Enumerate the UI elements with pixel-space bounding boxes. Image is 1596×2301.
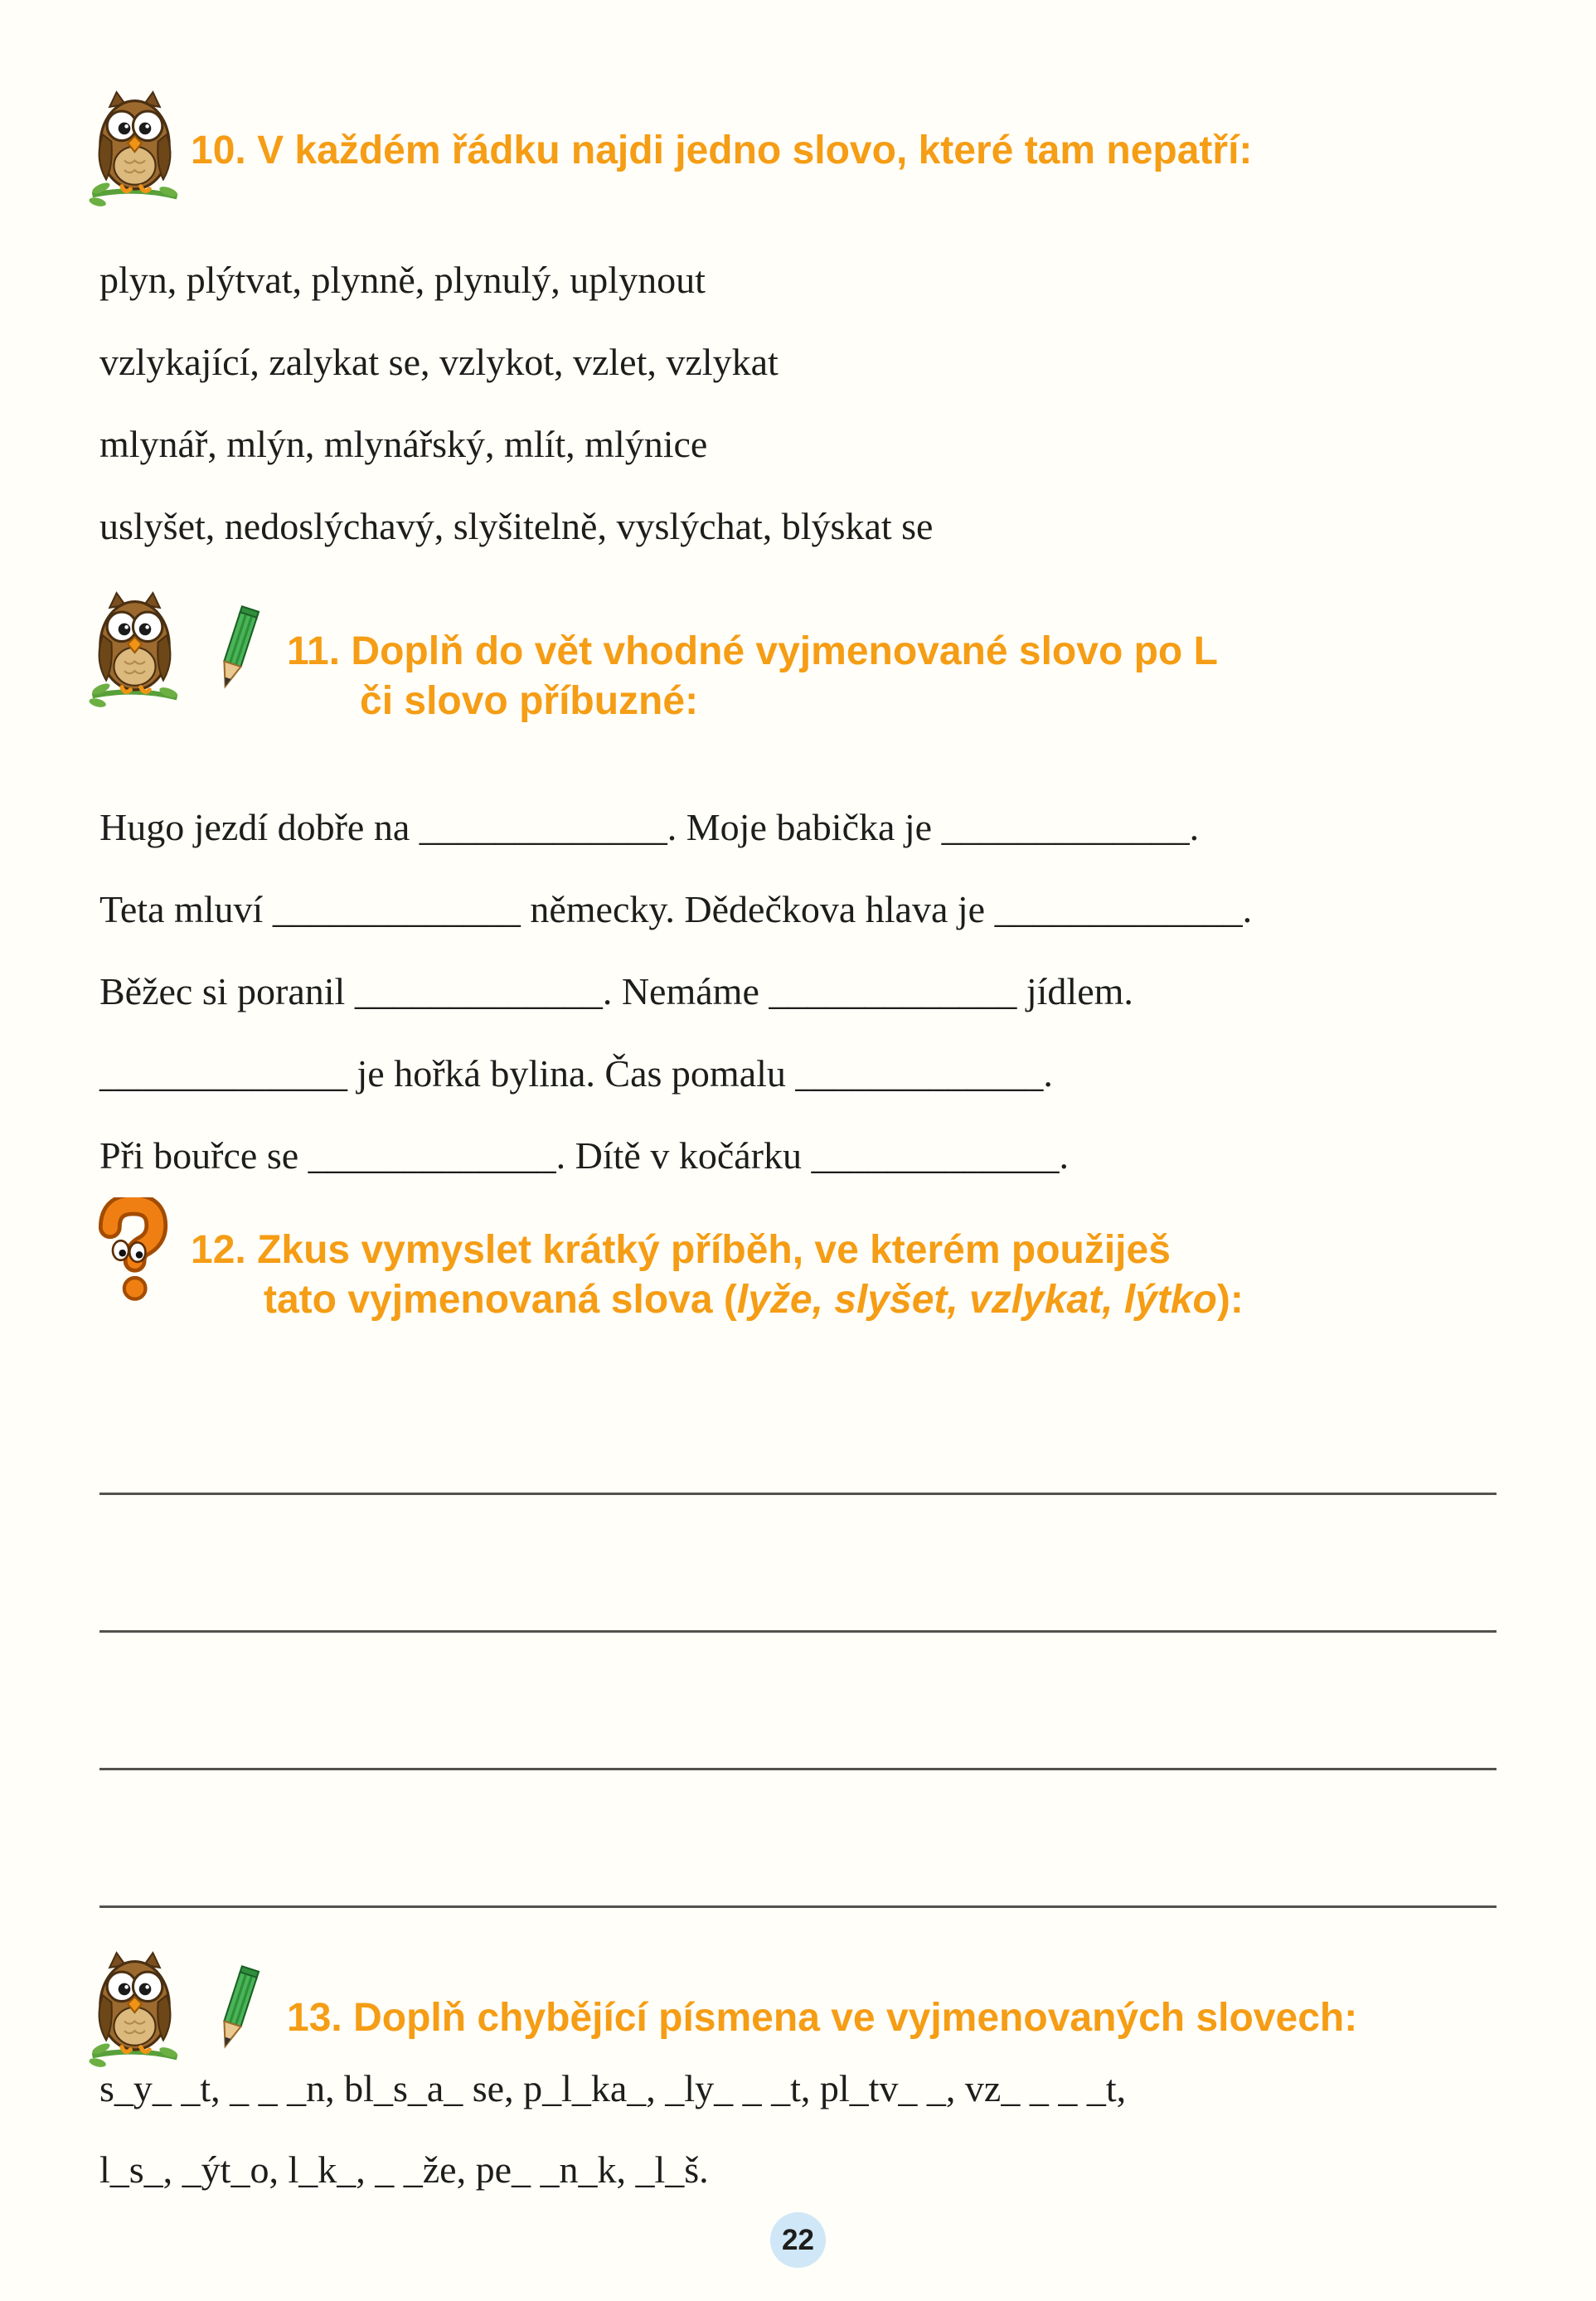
exercise10-word-rows — [99, 239, 1513, 567]
exercise11-heading — [287, 627, 1218, 726]
exercise12-title-line2-prefix: tato vyjmenovaná slova ( — [264, 1278, 737, 1322]
exercise12-heading — [191, 1226, 1244, 1325]
exercise12-number: 12. — [191, 1228, 246, 1272]
writing-line — [99, 1630, 1497, 1633]
writing-line — [99, 1768, 1497, 1770]
page-number: 22 — [782, 2223, 814, 2256]
exercise11-number: 11. — [287, 629, 341, 673]
pencil-icon — [206, 602, 270, 698]
exercise10-number: 10. — [191, 129, 246, 172]
fill-in-row: s_y_ _t, _ _ _n, bl_s_a_ se, p_l_ka_, _ly_ _ _t, pl_tv_ _, vz_ _ _ _t, — [99, 2067, 1127, 2109]
sentence-line: _____________ je hořká bylina. Čas pomalu _____________. — [99, 1052, 1053, 1095]
exercise11-sentences — [99, 786, 1513, 1197]
exercise11-title-line1: Doplň do vět vhodné vyjmenované slovo po L — [351, 629, 1218, 673]
sentence-line: Teta mluví _____________ německy. Dědečkova hlava je _____________. — [99, 888, 1253, 930]
exercise11-title-line2: či slovo příbuzné: — [360, 679, 699, 723]
exercise12-title-line2 — [264, 1275, 1244, 1325]
sentence-line: Běžec si poranil _____________. Nemáme _____________ jídlem. — [99, 970, 1133, 1012]
exercise12-title-keywords: lyže, slyšet, vzlykat, lýtko — [736, 1278, 1217, 1322]
word-row: plyn, plýtvat, plynně, plynulý, uplynout — [99, 259, 706, 301]
exercise12-title-line2-suffix: ): — [1216, 1278, 1244, 1322]
exercise12-title-line1: Zkus vymyslet krátký příběh, ve kterém použiješ — [257, 1228, 1171, 1272]
fill-in-row: l_s_, _ýt_o, l_k_, _ _že, pe_ _n_k, _l_š. — [99, 2148, 709, 2191]
sentence-line: Při bouřce se _____________. Dítě v kočárku _____________. — [99, 1134, 1070, 1177]
writing-line — [99, 1905, 1497, 1908]
exercise10-heading — [191, 126, 1252, 176]
owl-icon — [87, 90, 182, 211]
word-row: vzlykající, zalykat se, vzlykot, vzlet, vzlykat — [99, 341, 779, 383]
exercise13-rows — [99, 2048, 1513, 2211]
page-number-badge — [770, 2212, 826, 2268]
question-mark-icon — [90, 1197, 176, 1303]
exercise13-title: Doplň chybějící písmena ve vyjmenovaných slovech: — [353, 1996, 1358, 2040]
sentence-line: Hugo jezdí dobře na _____________. Moje babička je _____________. — [99, 806, 1200, 848]
exercise13-number: 13. — [287, 1996, 342, 2040]
exercise13-heading — [287, 1993, 1357, 2043]
word-row: uslyšet, nedoslýchavý, slyšitelně, vyslýchat, blýskat se — [99, 505, 934, 547]
writing-line — [99, 1493, 1497, 1495]
pencil-icon — [206, 1962, 270, 2058]
owl-icon — [87, 590, 182, 711]
word-row: mlynář, mlýn, mlynářský, mlít, mlýnice — [99, 423, 708, 465]
exercise10-title: V každém řádku najdi jedno slovo, které tam nepatří: — [257, 129, 1253, 172]
